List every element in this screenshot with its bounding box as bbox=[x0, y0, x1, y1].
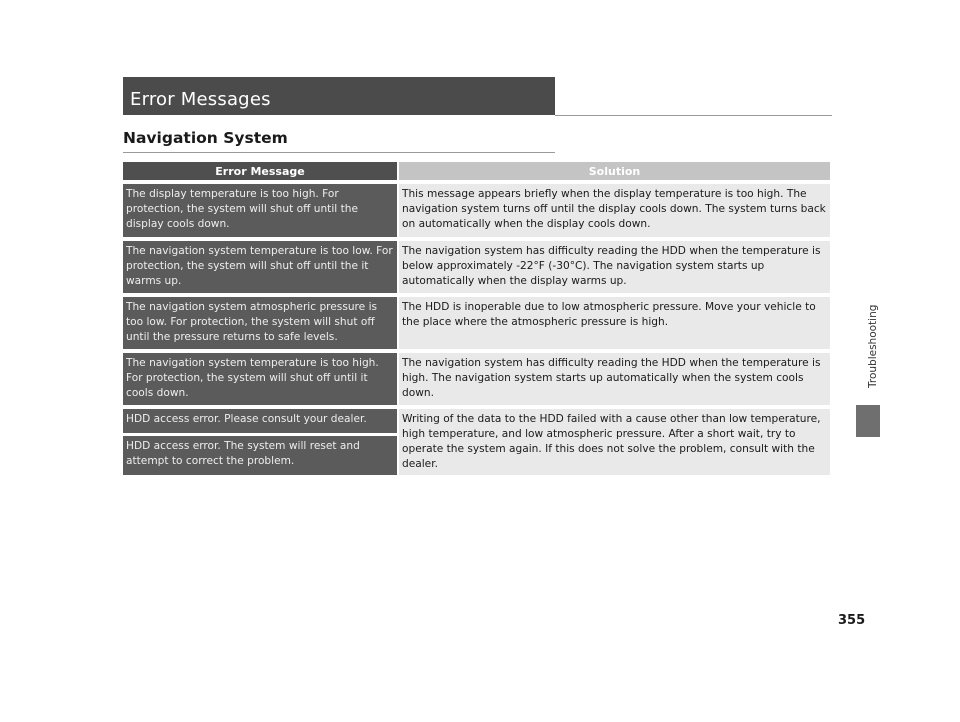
table-row bbox=[123, 184, 830, 237]
table-row bbox=[123, 297, 830, 349]
section-divider bbox=[123, 152, 555, 153]
section-tab-label: Troubleshooting bbox=[867, 304, 879, 388]
error-message-cell: The navigation system atmospheric pressure is too low. For protection, the system will shut off until the pressure returns to safe levels. bbox=[123, 297, 397, 349]
page-title: Error Messages bbox=[130, 89, 271, 110]
table-row bbox=[123, 241, 830, 293]
solution-cell: The navigation system has difficulty reading the HDD when the temperature is below approximately -22°F (-30°C). The navigation system starts up automatically when the display warms up. bbox=[397, 241, 830, 293]
error-message-cell: HDD access error. The system will reset and attempt to correct the problem. bbox=[123, 436, 397, 475]
solution-cell: The navigation system has difficulty reading the HDD when the temperature is high. The navigation system starts up automatically when the system cools down. bbox=[397, 353, 830, 405]
solution-cell: This message appears briefly when the display temperature is too high. The navigation system turns off until the display cools down. The system turns back on automatically when the display cools down. bbox=[397, 184, 830, 237]
section-tab-marker bbox=[856, 405, 880, 437]
page-number: 355 bbox=[838, 613, 866, 628]
table-row bbox=[123, 409, 830, 436]
table-row bbox=[123, 353, 830, 405]
error-message-cell: The navigation system temperature is too high. For protection, the system will shut off until it cools down. bbox=[123, 353, 397, 405]
error-message-table bbox=[123, 162, 830, 475]
error-message-cell: The display temperature is too high. For protection, the system will shut off until the display cools down. bbox=[123, 184, 397, 237]
solution-cell: Writing of the data to the HDD failed with a cause other than low temperature, high temperature, and low atmospheric pressure. After a short wait, try to operate the system again. If this does not solve the problem, consult with the dealer. bbox=[397, 409, 830, 475]
error-message-cell: The navigation system temperature is too low. For protection, the system will shut off until the it warms up. bbox=[123, 241, 397, 293]
page-title-bar bbox=[123, 77, 555, 115]
column-header-error-message: Error Message bbox=[123, 162, 397, 180]
column-header-solution: Solution bbox=[397, 162, 830, 180]
table-header-row bbox=[123, 162, 830, 180]
error-message-cell: HDD access error. Please consult your dealer. bbox=[123, 409, 397, 436]
title-divider bbox=[555, 115, 832, 116]
solution-cell: The HDD is inoperable due to low atmospheric pressure. Move your vehicle to the place where the atmospheric pressure is high. bbox=[397, 297, 830, 349]
section-title: Navigation System bbox=[123, 129, 288, 147]
